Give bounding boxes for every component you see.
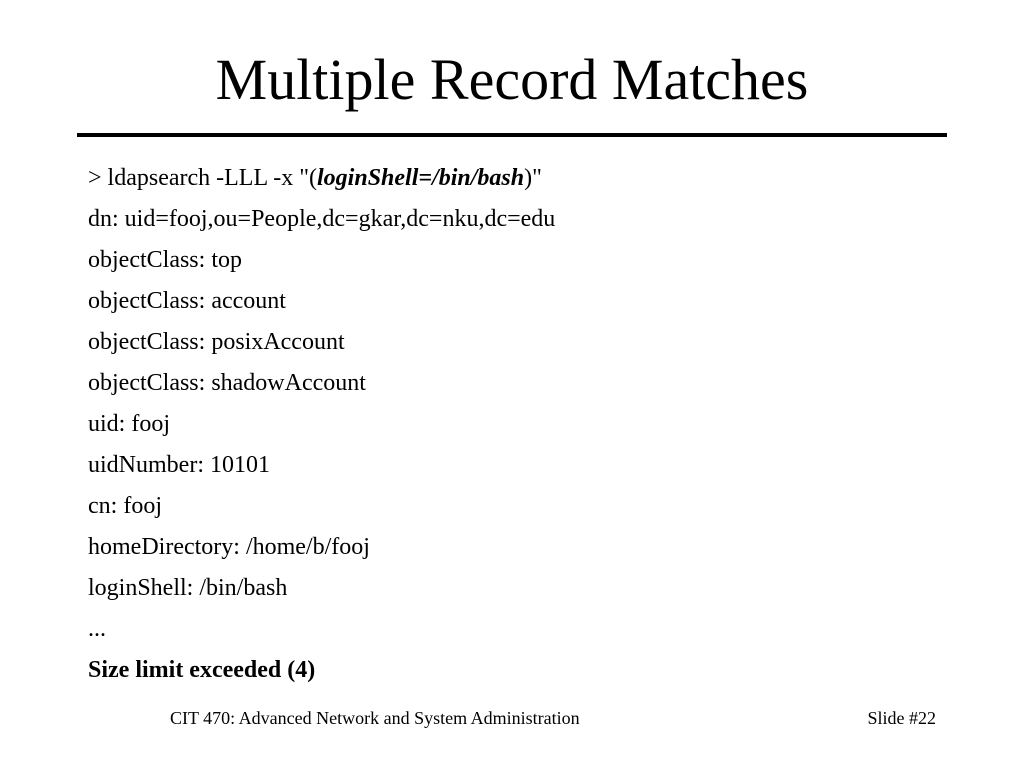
output-line-cn: cn: fooj — [88, 493, 162, 519]
footer-course-title: CIT 470: Advanced Network and System Administration — [170, 708, 580, 728]
slide-title: Multiple Record Matches — [215, 47, 809, 112]
output-line-dn: dn: uid=fooj,ou=People,dc=gkar,dc=nku,dc=edu — [88, 206, 556, 232]
title-divider — [77, 133, 947, 137]
output-line-objectclass-shadowaccount: objectClass: shadowAccount — [88, 370, 366, 396]
output-line-uidnumber: uidNumber: 10101 — [88, 452, 270, 478]
output-line-loginshell: loginShell: /bin/bash — [88, 575, 288, 601]
command-prefix: > ldapsearch -LLL -x "( — [88, 165, 318, 191]
output-line-objectclass-account: objectClass: account — [88, 288, 286, 314]
command-suffix: )" — [524, 165, 542, 191]
output-line-objectclass-top: objectClass: top — [88, 247, 242, 273]
output-line-ellipsis: ... — [88, 616, 106, 642]
footer-slide-number: Slide #22 — [867, 708, 936, 728]
command-line — [88, 158, 948, 199]
slide-body — [88, 158, 948, 691]
output-line-uid: uid: fooj — [88, 411, 170, 437]
output-line-homedirectory: homeDirectory: /home/b/fooj — [88, 534, 370, 560]
result-message: Size limit exceeded (4) — [88, 657, 316, 683]
output-line-objectclass-posixaccount: objectClass: posixAccount — [88, 329, 345, 355]
command-filter: loginShell=/bin/bash — [317, 165, 525, 191]
